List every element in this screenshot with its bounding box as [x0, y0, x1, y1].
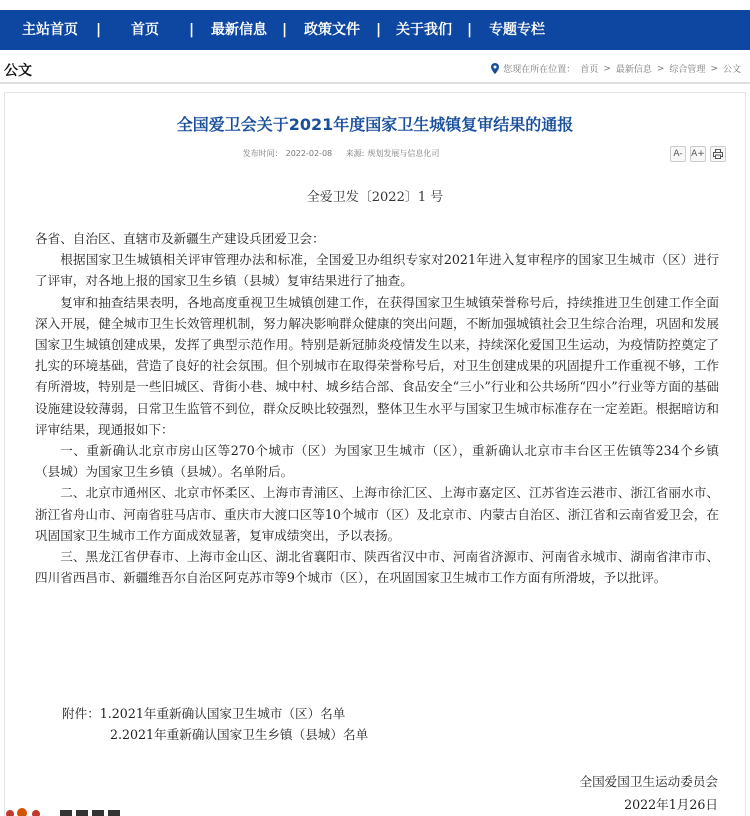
source-label: 来源:: [345, 149, 365, 158]
breadcrumb-sep: >: [710, 63, 718, 74]
breadcrumb-sep: >: [656, 63, 665, 74]
category-title: 公文: [4, 63, 32, 79]
article-meta: [0, 148, 682, 159]
nav-main-home[interactable]: 主站首页: [22, 22, 78, 38]
font-decrease-button[interactable]: A-: [670, 146, 686, 162]
nav-policy-docs[interactable]: 政策文件: [304, 22, 360, 38]
article-tools: [670, 146, 726, 162]
publish-label: 发布时间：: [242, 149, 283, 158]
breadcrumb-management[interactable]: 综合管理: [669, 65, 706, 75]
paragraph: 根据国家卫生城镇相关评审管理办法和标准，全国爱卫办组织专家对2021年进入复审程序的国家卫生城市（区）进行了评审，对各地上报的国家卫生乡镇（县城）复审结果进行了抽查。: [35, 252, 719, 289]
sign-date: 2022年1月26日: [624, 797, 718, 812]
attachments-label: 附件：: [62, 706, 100, 721]
breadcrumb-home[interactable]: 首页: [580, 65, 599, 75]
signatory: 全国爱国卫生运动委员会: [579, 774, 718, 789]
print-button[interactable]: [710, 146, 726, 162]
nav-about-us[interactable]: 关于我们: [396, 22, 452, 38]
location-pin-icon: [491, 63, 499, 74]
document-number: 全爱卫发〔2022〕1 号: [306, 190, 444, 205]
breadcrumb-latest[interactable]: 最新信息: [615, 65, 652, 75]
paragraph: 三、黑龙江省伊春市、上海市金山区、湖北省襄阳市、陕西省汉中市、河南省济源市、河南省永城市、湖南省津市市、四川省西昌市、新疆维吾尔自治区阿克苏市等9个城市（区），在巩固国家卫生城市工作方面有所滑坡，予以批评。: [35, 549, 719, 586]
top-nav: [0, 10, 750, 50]
nav-separator: |: [189, 22, 195, 38]
attachment-item: 2.2021年重新确认国家卫生乡镇（县城）名单: [110, 727, 369, 743]
font-increase-button[interactable]: A+: [690, 146, 706, 162]
source-value: 规划发展与信息化司: [367, 149, 440, 158]
article-title: 全国爱卫会关于2021年度国家卫生城镇复审结果的通报: [176, 115, 574, 134]
nav-separator: |: [96, 22, 102, 38]
attachments: [62, 703, 368, 745]
nav-home[interactable]: 首页: [131, 22, 159, 38]
breadcrumb: [491, 62, 746, 75]
attachment-item: 1.2021年重新确认国家卫生城市（区）名单: [99, 706, 346, 721]
publish-date: 2022-02-08: [285, 149, 333, 158]
paragraph: 一、重新确认北京市房山区等270个城市（区）为国家卫生城市（区），重新确认北京市丰台区王佐镇等234个乡镇（县城）为国家卫生乡镇（县城）。名单附后。: [35, 443, 719, 480]
nav-latest-info[interactable]: 最新信息: [211, 22, 267, 38]
breadcrumb-sep: >: [603, 63, 611, 74]
breadcrumb-prefix: 您现在所在位置：: [503, 65, 576, 75]
article-body: [35, 228, 719, 588]
paragraph: 二、北京市通州区、北京市怀柔区、上海市青浦区、上海市徐汇区、上海市嘉定区、江苏省连云港市、浙江省丽水市、浙江省舟山市、河南省驻马店市、重庆市大渡口区等10个城市（区）及北京市、内蒙古自治区、浙江省和云南省爱卫会，在巩固国家卫生城市工作方面成效显著，复审成绩突出，予以表扬。: [35, 485, 719, 543]
page-header: [0, 56, 750, 84]
breadcrumb-current: 公文: [722, 65, 741, 75]
nav-separator: |: [282, 22, 288, 38]
site-logo-fragment: [0, 804, 160, 816]
nav-separator: |: [376, 22, 382, 38]
print-icon: [713, 149, 723, 159]
nav-special-topics[interactable]: 专题专栏: [489, 22, 545, 38]
salutation: 各省、自治区、直辖市及新疆生产建设兵团爱卫会：: [35, 231, 325, 246]
paragraph: 复审和抽查结果表明，各地高度重视卫生城镇创建工作，在获得国家卫生城镇荣誉称号后，持续推进卫生创建工作全面深入开展，健全城市卫生长效管理机制，努力解决影响群众健康的突出问题，不断加强城镇社会卫生综合治理，巩固和发展国家卫生城镇创建成果，发挥了典型示范作用。特别是新冠肺炎疫情发生以来，持续深化爱国卫生运动，为疫情防控奠定了扎实的环境基础，营造了良好的社会氛围。但个别城市在取得荣誉称号后，对卫生创建成果的巩固提升工作重视不够，工作有所滑坡，特别是一些旧城区、背街小巷、城中村、城乡结合部、食品安全“三小”行业和公共场所“四小”行业等方面的基础设施建设较薄弱，日常卫生监管不到位，群众反映比较强烈，整体卫生水平与国家卫生城市标准存在一定差距。根据暗访和评审结果，现通报如下：: [35, 294, 719, 437]
signature-block: [579, 770, 718, 816]
nav-separator: |: [467, 22, 473, 38]
